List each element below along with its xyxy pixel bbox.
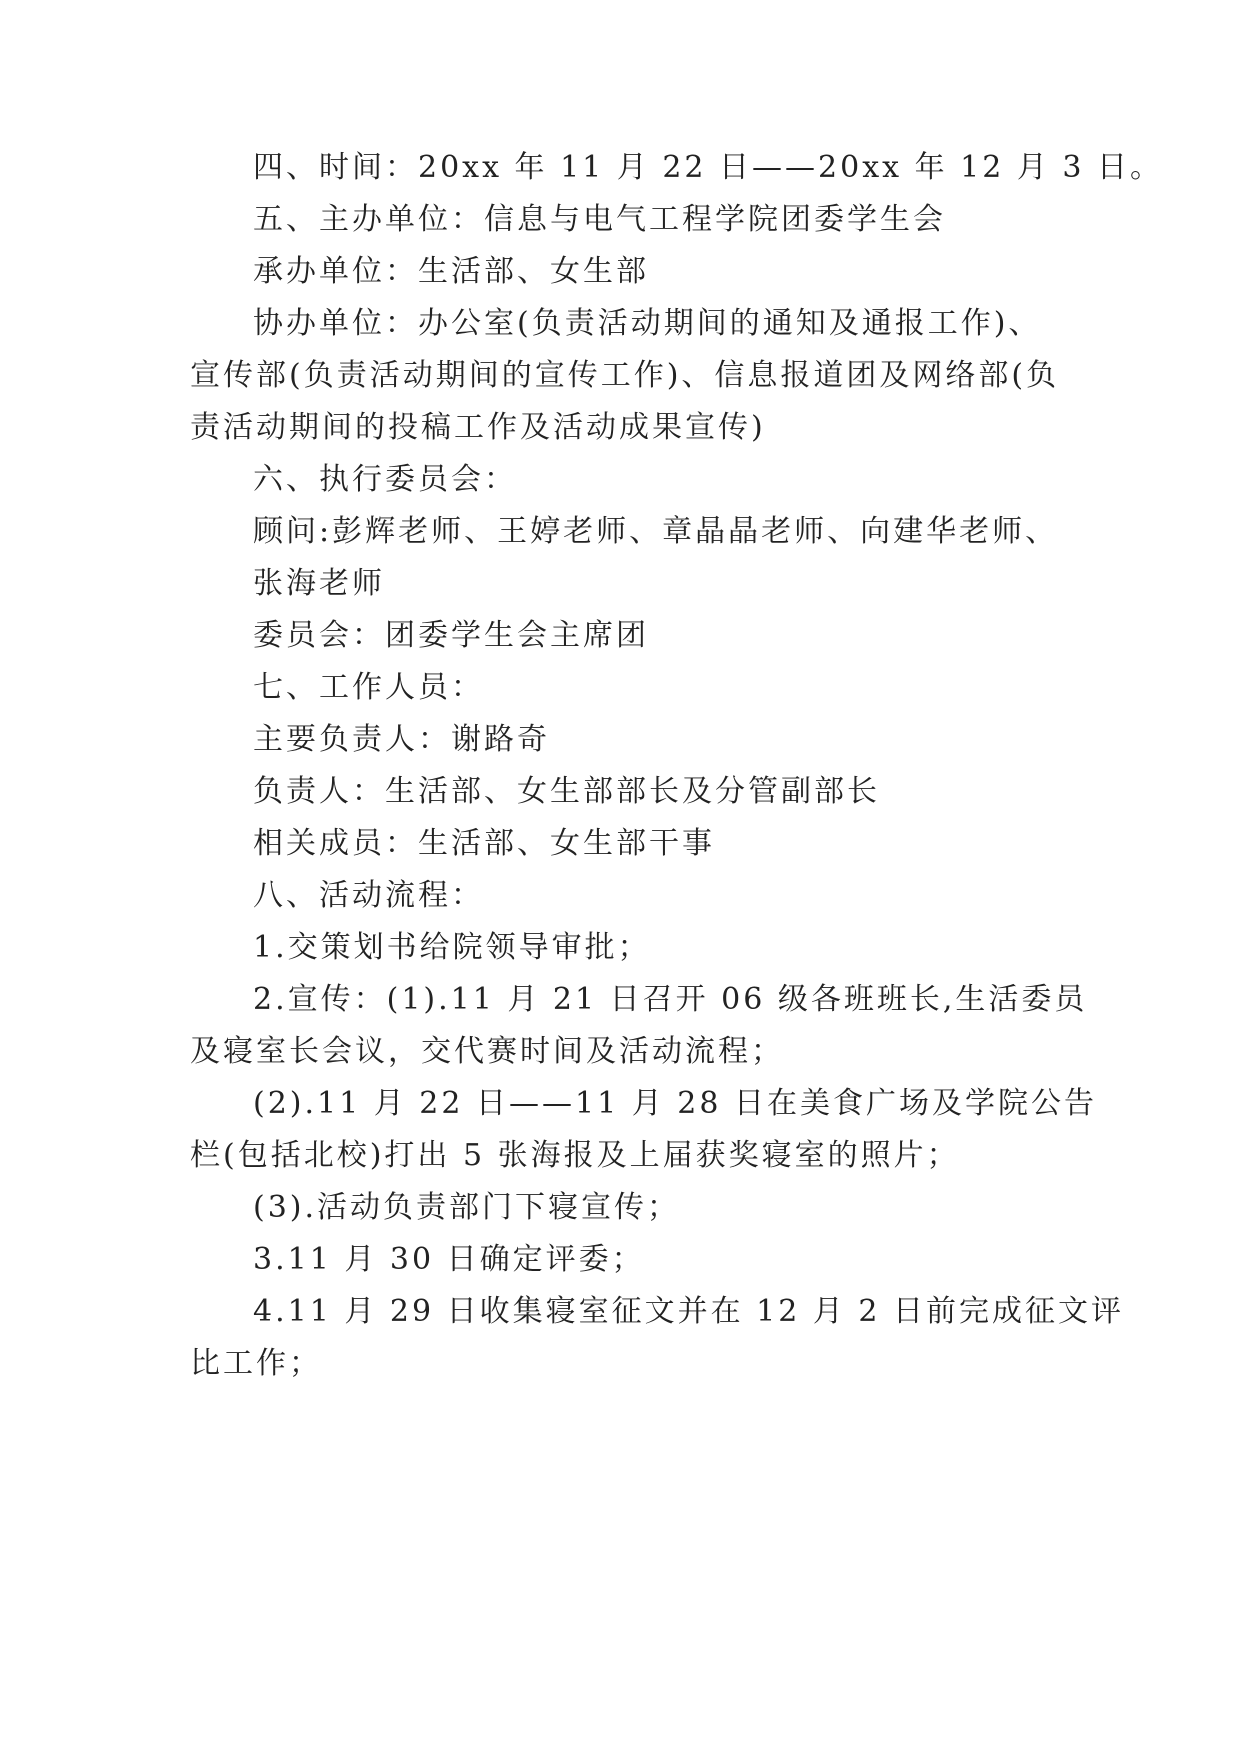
paragraph-co-organizer: 协办单位：办公室(负责活动期间的通知及通报工作)、	[253, 306, 1042, 341]
list-item-4-cont: 比工作；	[190, 1346, 322, 1381]
list-item-1: 1.交策划书给院领导审批；	[253, 930, 651, 965]
paragraph-advisors-cont: 张海老师	[253, 566, 385, 601]
list-subitem-2-3: (3).活动负责部门下寝宣传；	[253, 1190, 681, 1225]
heading-executive-committee: 六、执行委员会：	[253, 462, 517, 497]
list-subitem-2-2-cont: 栏(包括北校)打出 5 张海报及上届获奖寝室的照片；	[190, 1138, 960, 1173]
paragraph-advisors: 顾问:彭辉老师、王婷老师、章晶晶老师、向建华老师、	[253, 514, 1059, 549]
paragraph-committee: 委员会：团委学生会主席团	[253, 618, 649, 653]
paragraph-time: 四、时间：20xx 年 11 月 22 日——20xx 年 12 月 3 日。	[253, 150, 1163, 185]
list-item-2-cont: 及寝室长会议，交代赛时间及活动流程；	[190, 1034, 784, 1069]
paragraph-organizer: 五、主办单位：信息与电气工程学院团委学生会	[253, 202, 946, 237]
paragraph-members: 相关成员：生活部、女生部干事	[253, 826, 715, 861]
paragraph-leads: 负责人：生活部、女生部部长及分管副部长	[253, 774, 880, 809]
paragraph-co-organizer-cont-1: 宣传部(负责活动期间的宣传工作)、信息报道团及网络部(负	[190, 358, 1060, 393]
list-subitem-2-2: (2).11 月 22 日——11 月 28 日在美食广场及学院公告	[253, 1086, 1097, 1121]
list-item-4: 4.11 月 29 日收集寝室征文并在 12 月 2 日前完成征文评	[253, 1294, 1124, 1329]
heading-staff: 七、工作人员：	[253, 670, 484, 705]
paragraph-co-organizer-cont-2: 责活动期间的投稿工作及活动成果宣传)	[190, 410, 766, 445]
paragraph-host: 承办单位：生活部、女生部	[253, 254, 649, 289]
paragraph-main-lead: 主要负责人：谢路奇	[253, 722, 550, 757]
list-item-3: 3.11 月 30 日确定评委；	[253, 1242, 645, 1277]
list-item-2: 2.宣传：(1).11 月 21 日召开 06 级各班班长,生活委员	[253, 982, 1088, 1017]
heading-process: 八、活动流程：	[253, 878, 484, 913]
